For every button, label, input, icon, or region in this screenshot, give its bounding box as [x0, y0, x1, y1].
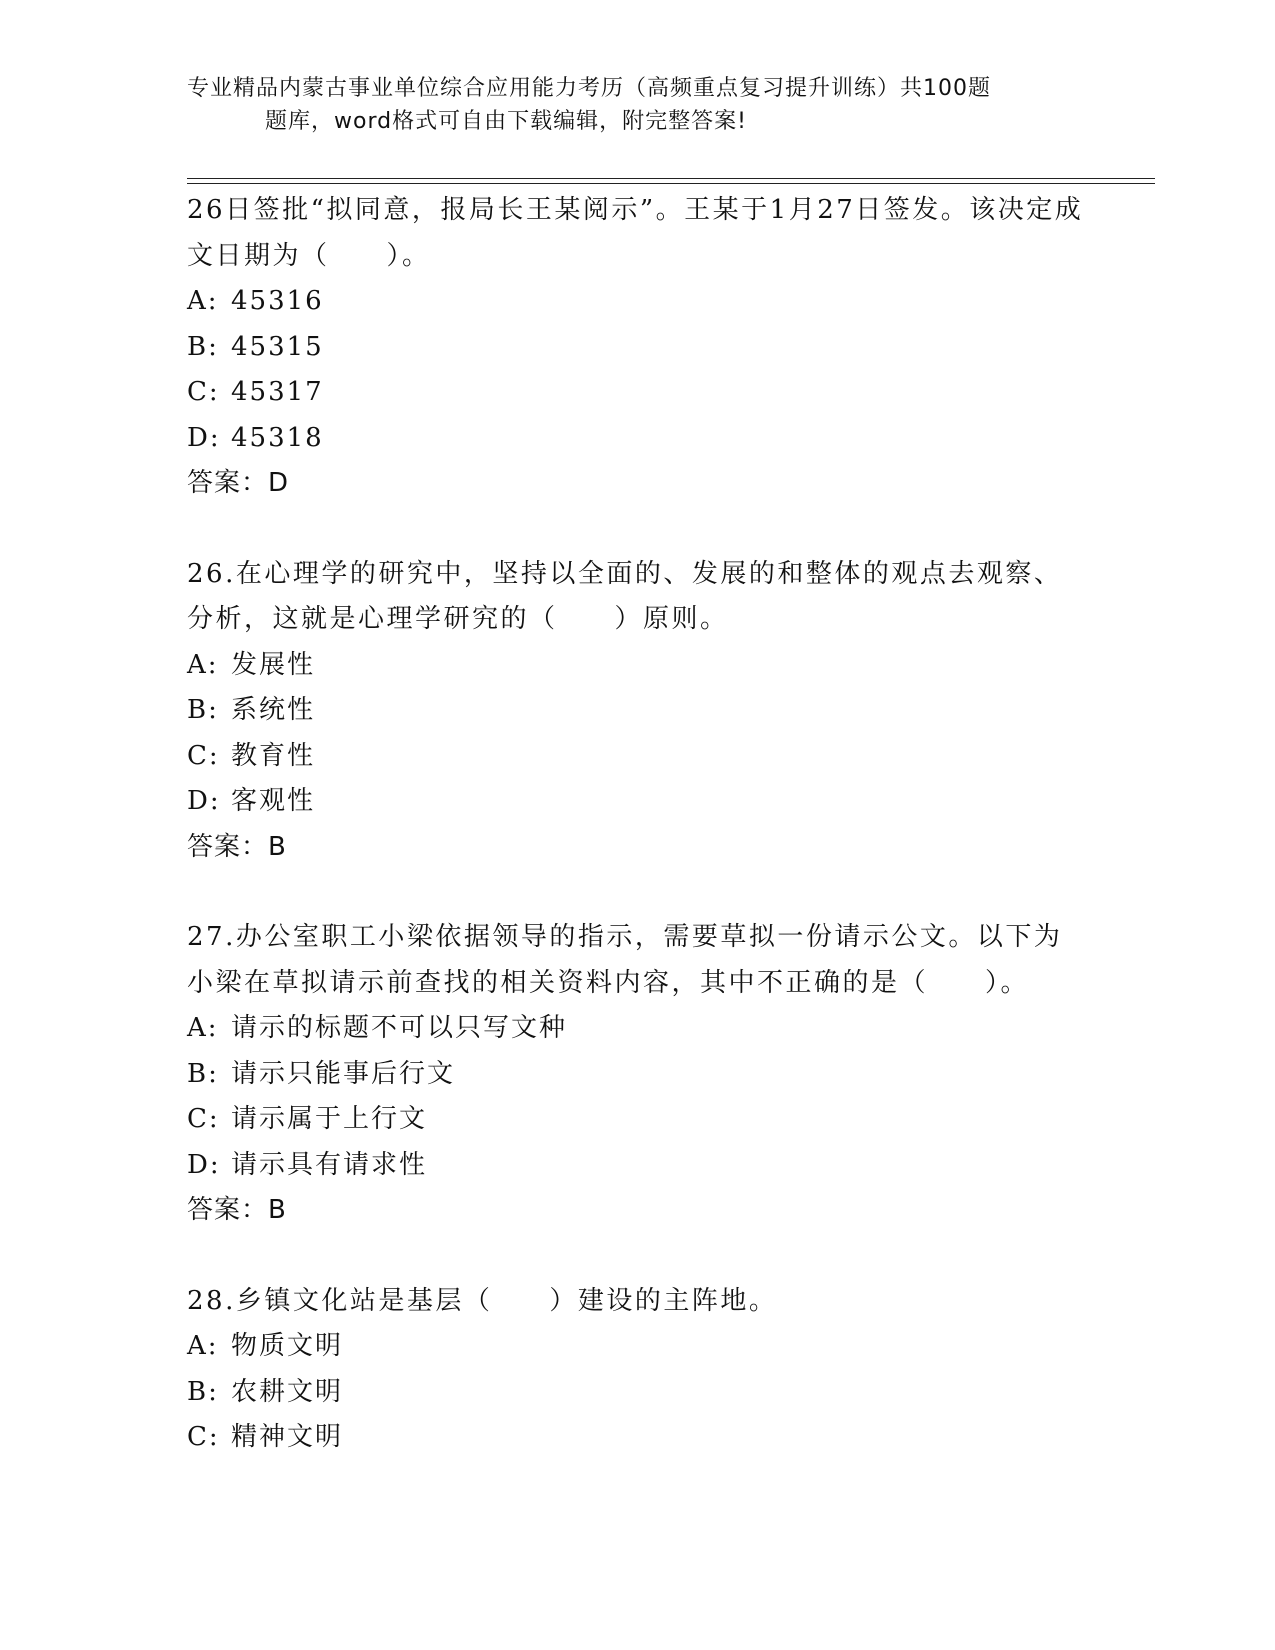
option-b — [187, 1052, 1087, 1098]
option-c — [187, 1415, 1087, 1461]
option-text: 请示只能事后行文 — [231, 1058, 456, 1089]
spacer — [187, 870, 1087, 915]
option-d — [187, 779, 1087, 825]
option-text: 物质文明 — [231, 1331, 344, 1361]
spacer — [187, 507, 1087, 552]
option-a — [187, 1324, 1087, 1370]
document-header — [187, 72, 1087, 138]
header-rule-top — [187, 178, 1155, 179]
option-text: 请示的标题不可以只写文种 — [231, 1013, 568, 1043]
question-text: 28.乡镇文化站是基层（ ）建设的主阵地。 — [187, 1285, 778, 1316]
header-title-line-1: 专业精品内蒙古事业单位综合应用能力考历（高频重点复习提升训练）共100题 — [187, 76, 991, 101]
question-block — [187, 1279, 1087, 1461]
option-key: C: — [187, 1422, 220, 1452]
option-key: A: — [187, 1331, 219, 1361]
option-text: 请示具有请求性 — [231, 1149, 428, 1180]
option-c — [187, 734, 1087, 780]
option-a — [187, 643, 1087, 689]
option-text: 45315 — [231, 331, 324, 362]
option-b — [187, 688, 1087, 734]
option-key: C: — [187, 740, 220, 771]
option-text: 教育性 — [231, 740, 316, 771]
option-key: C: — [187, 1104, 220, 1134]
option-text: 农耕文明 — [231, 1376, 344, 1407]
question-block — [187, 552, 1087, 871]
option-key: A: — [187, 649, 219, 680]
option-text: 45318 — [231, 422, 324, 453]
option-text: 45317 — [231, 377, 324, 407]
option-text: 精神文明 — [231, 1422, 344, 1452]
option-b — [187, 325, 1087, 371]
option-key: B: — [187, 1376, 219, 1407]
option-a — [187, 1006, 1087, 1052]
option-a — [187, 279, 1087, 325]
option-d — [187, 416, 1087, 462]
option-text: 45316 — [231, 286, 324, 316]
option-text: 发展性 — [231, 649, 316, 680]
header-title-line-2: 题库，word格式可自由下载编辑，附完整答案! — [265, 109, 747, 134]
option-text: 请示属于上行文 — [231, 1104, 428, 1134]
option-key: C: — [187, 377, 220, 407]
question-text: 26日签批“拟同意，报局长王某阅示”。王某于1月27日签发。该决定成文日期为（ ）。 — [187, 195, 1084, 271]
option-key: D: — [187, 422, 221, 453]
option-text: 客观性 — [231, 786, 316, 816]
option-key: A: — [187, 1013, 219, 1043]
option-text: 系统性 — [231, 695, 316, 725]
question-text: 26.在心理学的研究中，坚持以全面的、发展的和整体的观点去观察、分析，这就是心理学研究的（ ）原则。 — [187, 558, 1063, 634]
answer-line: 答案：B — [187, 831, 287, 862]
option-c — [187, 370, 1087, 416]
answer-line: 答案：D — [187, 468, 290, 498]
option-key: B: — [187, 1058, 219, 1089]
question-block — [187, 188, 1087, 507]
option-d — [187, 1143, 1087, 1189]
question-text: 27.办公室职工小梁依据领导的指示，需要草拟一份请示公文。以下为小梁在草拟请示前查找的相关资料内容，其中不正确的是（ ）。 — [187, 922, 1063, 998]
option-key: B: — [187, 695, 219, 725]
option-key: B: — [187, 331, 219, 362]
question-list — [187, 188, 1087, 1461]
header-rule-bottom — [187, 183, 1155, 184]
option-key: D: — [187, 786, 221, 816]
question-block — [187, 915, 1087, 1234]
option-c — [187, 1097, 1087, 1143]
option-key: D: — [187, 1149, 221, 1180]
option-key: A: — [187, 286, 219, 316]
option-b — [187, 1370, 1087, 1416]
spacer — [187, 1234, 1087, 1279]
answer-line: 答案：B — [187, 1195, 287, 1225]
